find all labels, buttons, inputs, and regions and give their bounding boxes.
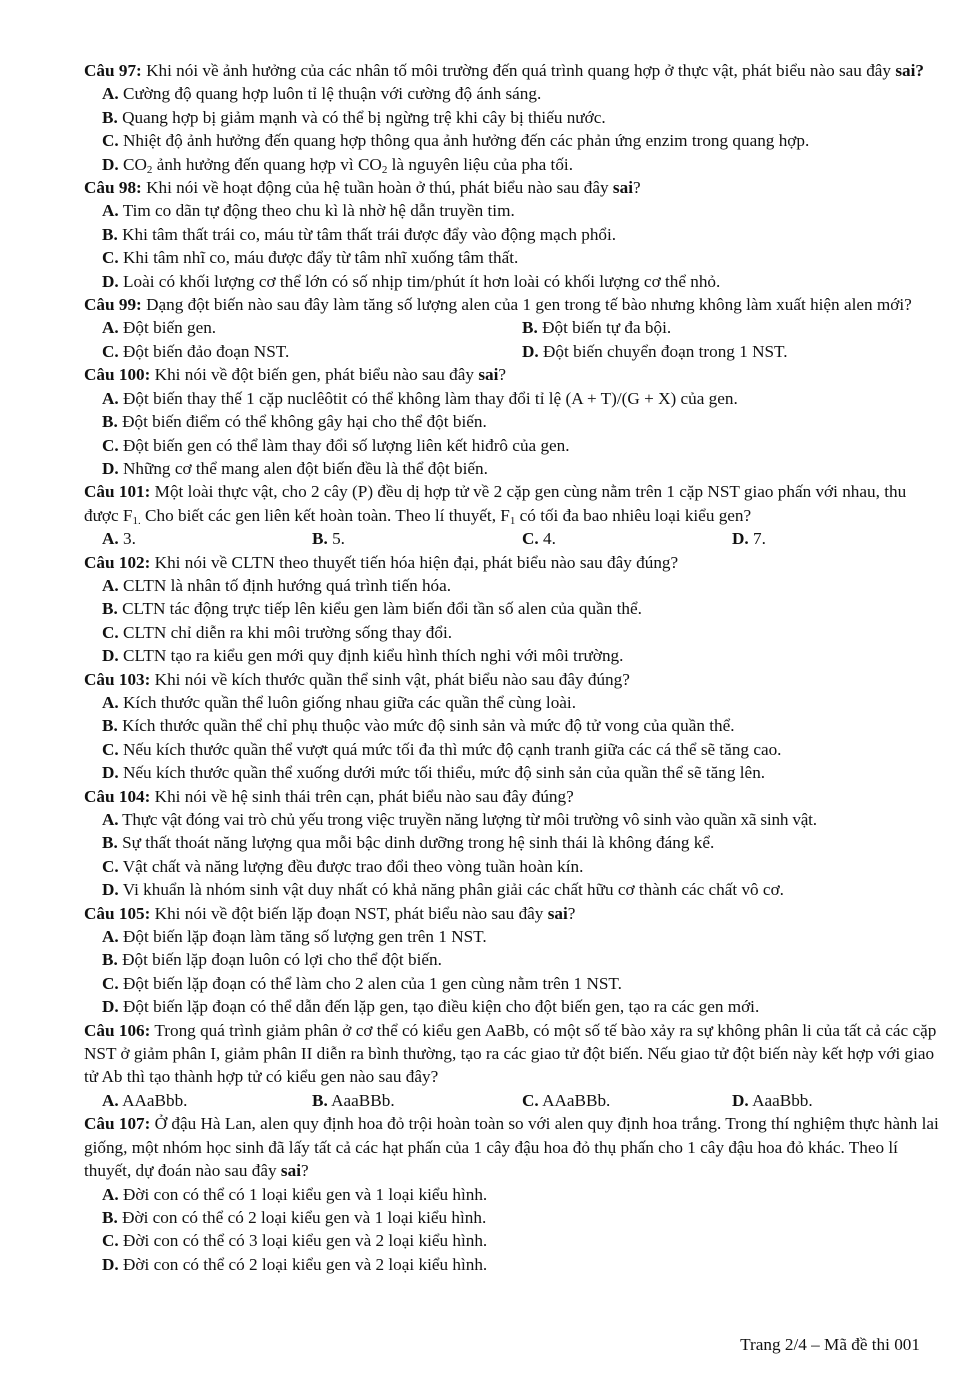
options-grid xyxy=(84,316,944,363)
option-b: B. Khi tâm thất trái co, máu từ tâm thất trái được đẩy vào động mạch phổi. xyxy=(102,224,617,244)
option-d: D. Đột biến lặp đoạn có thể dẫn đến lặp gen, tạo điều kiện cho đột biến gen, tạo ra các gen mới. xyxy=(102,997,760,1017)
question-label: Câu 107: xyxy=(84,1114,151,1134)
option-d: D. Những cơ thể mang alen đột biến đều là thể đột biến. xyxy=(102,458,488,478)
option-d: D. $CO_2$ ảnh hưởng đến quang hợp vì $CO_2$ là nguyên liệu của pha tối. xyxy=(102,154,573,176)
option-c: C. Đột biến gen có thể làm thay đổi số lượng liên kết hiđrô của gen. xyxy=(102,435,570,455)
option-b: B. Đột biến lặp đoạn luôn có lợi cho thể đột biến. xyxy=(102,950,442,970)
question-stem: Câu 98: Khi nói về hoạt động của hệ tuần hoàn ở thú, phát biểu nào sau đây sai? xyxy=(84,178,641,198)
options-grid xyxy=(84,527,944,550)
question-label: Câu 106: xyxy=(84,1020,151,1040)
question-100 xyxy=(84,363,944,480)
option-c: C. AAaBBb. xyxy=(522,1090,611,1110)
question-104 xyxy=(84,785,944,902)
option-b: B. Quang hợp bị giảm mạnh và có thể bị ngừng trệ khi cây bị thiếu nước. xyxy=(102,107,606,127)
option-c: C. Đột biến lặp đoạn có thể làm cho 2 alen của 1 gen cùng nằm trên 1 NST. xyxy=(102,973,622,993)
option-d: D. Đột biến chuyển đoạn trong 1 NST. xyxy=(522,341,788,361)
question-label: Câu 102: xyxy=(84,552,151,572)
option-b: B. Đời con có thể có 2 loại kiểu gen và 1 loại kiểu hình. xyxy=(102,1207,487,1227)
question-107 xyxy=(84,1112,944,1276)
question-98 xyxy=(84,176,944,293)
question-106 xyxy=(84,1019,944,1113)
option-a: A. Đột biến gen. xyxy=(102,318,217,338)
question-stem: Câu 104: Khi nói về hệ sinh thái trên cạn, phát biểu nào sau đây đúng? xyxy=(84,786,574,806)
option-a: A. Tim co dãn tự động theo chu kì là nhờ hệ dẫn truyền tim. xyxy=(102,201,515,221)
option-c: C. 4. xyxy=(522,529,556,549)
question-label: Câu 98: xyxy=(84,178,142,198)
option-d: D. Loài có khối lượng cơ thể lớn có số nhịp tim/phút ít hơn loài có khối lượng cơ thể nhỏ. xyxy=(102,271,721,291)
option-d: D. Nếu kích thước quần thể xuống dưới mức tối thiểu, mức độ sinh sản của quần thể sẽ tăng lên. xyxy=(102,763,766,783)
option-a: A. Đột biến lặp đoạn làm tăng số lượng gen trên 1 NST. xyxy=(102,927,487,947)
question-stem: Câu 103: Khi nói về kích thước quần thể sinh vật, phát biểu nào sau đây đúng? xyxy=(84,669,630,689)
option-a: A. Cường độ quang hợp luôn tỉ lệ thuận với cường độ ánh sáng. xyxy=(102,84,542,104)
option-b: B. Kích thước quần thể chỉ phụ thuộc vào mức độ sinh sản và mức độ tử vong của quần thể. xyxy=(102,716,735,736)
option-a: A. Đời con có thể có 1 loại kiểu gen và 1 loại kiểu hình. xyxy=(102,1184,488,1204)
question-label: Câu 97: xyxy=(84,61,142,80)
option-a: A. Thực vật đóng vai trò chủ yếu trong việc truyền năng lượng từ môi trường vô sinh vào quần xã sinh vật. xyxy=(102,810,817,829)
question-label: Câu 104: xyxy=(84,786,151,806)
question-105 xyxy=(84,902,944,1019)
question-label: Câu 101: xyxy=(84,482,151,502)
option-d: D. CLTN tạo ra kiểu gen mới quy định kiểu hình thích nghi với môi trường. xyxy=(102,646,624,666)
question-103 xyxy=(84,668,944,785)
option-d: D. AaaBbb. xyxy=(732,1090,813,1110)
option-b: B. Đột biến điểm có thể không gây hại cho thể đột biến. xyxy=(102,412,487,432)
question-stem: Câu 105: Khi nói về đột biến lặp đoạn NST, phát biểu nào sau đây sai? xyxy=(84,903,576,923)
question-label: Câu 100: xyxy=(84,365,151,385)
question-stem: Câu 106: Trong quá trình giảm phân ở cơ thể có kiểu gen AaBb, có một số tế bào xảy ra sự không phân li của tất cả các cặp NST ở giảm phân I, giảm phân II diễn ra bình thường, tạo ra các giao tử đột biến. Nếu giao tử đột biến này kết hợp với giao tử Ab thì tạo thành hợp tử có kiểu gen nào sau đây? xyxy=(84,1020,937,1087)
option-a: A. Đột biến thay thế 1 cặp nuclêôtit có thể không làm thay đổi tỉ lệ (A + T)/(G + X) của gen. xyxy=(102,388,738,408)
option-a: A. 3. xyxy=(102,529,136,549)
option-b: B. Sự thất thoát năng lượng qua mỗi bậc dinh dưỡng trong hệ sinh thái là không đáng kể. xyxy=(102,833,715,853)
option-b: B. 5. xyxy=(312,529,345,549)
option-c: C. Vật chất và năng lượng đều được trao đổi theo vòng tuần hoàn kín. xyxy=(102,856,584,876)
question-label: Câu 103: xyxy=(84,669,151,689)
question-stem: Câu 99: Dạng đột biến nào sau đây làm tăng số lượng alen của 1 gen trong tế bào nhưng không làm xuất hiện alen mới? xyxy=(84,295,912,315)
questions-list xyxy=(84,59,944,1276)
question-99 xyxy=(84,293,944,363)
question-label: Câu 99: xyxy=(84,295,142,315)
question-stem: Câu 97: Khi nói về ảnh hưởng của các nhân tố môi trường đến quá trình quang hợp ở thực vật, phát biểu nào sau đây sai? xyxy=(84,61,924,80)
option-c: C. Đời con có thể có 3 loại kiểu gen và 2 loại kiểu hình. xyxy=(102,1231,488,1251)
question-102 xyxy=(84,551,944,668)
option-c: C. Nếu kích thước quần thể vượt quá mức tối đa thì mức độ cạnh tranh giữa các cá thể sẽ tăng cao. xyxy=(102,739,782,759)
option-a: A. AAaBbb. xyxy=(102,1090,188,1110)
question-stem: Câu 102: Khi nói về CLTN theo thuyết tiến hóa hiện đại, phát biểu nào sau đây đúng? xyxy=(84,552,679,572)
option-c: C. CLTN chỉ diễn ra khi môi trường sống thay đổi. xyxy=(102,622,453,642)
question-101 xyxy=(84,480,944,550)
question-label: Câu 105: xyxy=(84,903,151,923)
option-b: B. AaaBBb. xyxy=(312,1090,395,1110)
question-97 xyxy=(84,59,944,176)
question-stem: Câu 101: Một loài thực vật, cho 2 cây (P) đều dị hợp tử về 2 cặp gen cùng nằm trên 1 cặp NST giao phấn với nhau, thu được $F_{1.}$ Cho biết các gen liên kết hoàn toàn. Theo lí thuyết, $F_1$ có tối đa bao nhiêu loại kiểu gen? xyxy=(84,482,907,527)
option-b: B. CLTN tác động trực tiếp lên kiểu gen làm biến đổi tần số alen của quần thể. xyxy=(102,599,642,619)
option-c: C. Nhiệt độ ảnh hưởng đến quang hợp thông qua ảnh hưởng đến các phản ứng enzim trong quang hợp. xyxy=(102,131,810,151)
option-c: C. Khi tâm nhĩ co, máu được đẩy từ tâm nhĩ xuống tâm thất. xyxy=(102,248,519,268)
page-footer: Trang 2/4 – Mã đề thi 001 xyxy=(740,1335,920,1354)
option-c: C. Đột biến đảo đoạn NST. xyxy=(102,341,290,361)
option-a: A. CLTN là nhân tố định hướng quá trình tiến hóa. xyxy=(102,575,452,595)
option-d: D. Đời con có thể có 2 loại kiểu gen và 2 loại kiểu hình. xyxy=(102,1254,488,1274)
option-a: A. Kích thước quần thể luôn giống nhau giữa các quần thể cùng loài. xyxy=(102,692,577,712)
option-d: D. 7. xyxy=(732,529,766,549)
options-grid xyxy=(84,1089,944,1112)
question-stem: Câu 100: Khi nói về đột biến gen, phát biểu nào sau đây sai? xyxy=(84,365,507,385)
option-d: D. Vi khuẩn là nhóm sinh vật duy nhất có khả năng phân giải các chất hữu cơ thành các chất vô cơ. xyxy=(102,880,784,900)
question-stem: Câu 107: Ở đậu Hà Lan, alen quy định hoa đỏ trội hoàn toàn so với alen quy định hoa trắng. Trong thí nghiệm thực hành lai giống, một nhóm học sinh đã lấy tất cả các hạt phấn của 1 cây đậu hoa đỏ thụ phấn cho 1 cây đậu hoa đỏ khác. Theo lí thuyết, dự đoán nào sau đây sai? xyxy=(84,1114,939,1181)
option-b: B. Đột biến tự đa bội. xyxy=(522,318,672,338)
